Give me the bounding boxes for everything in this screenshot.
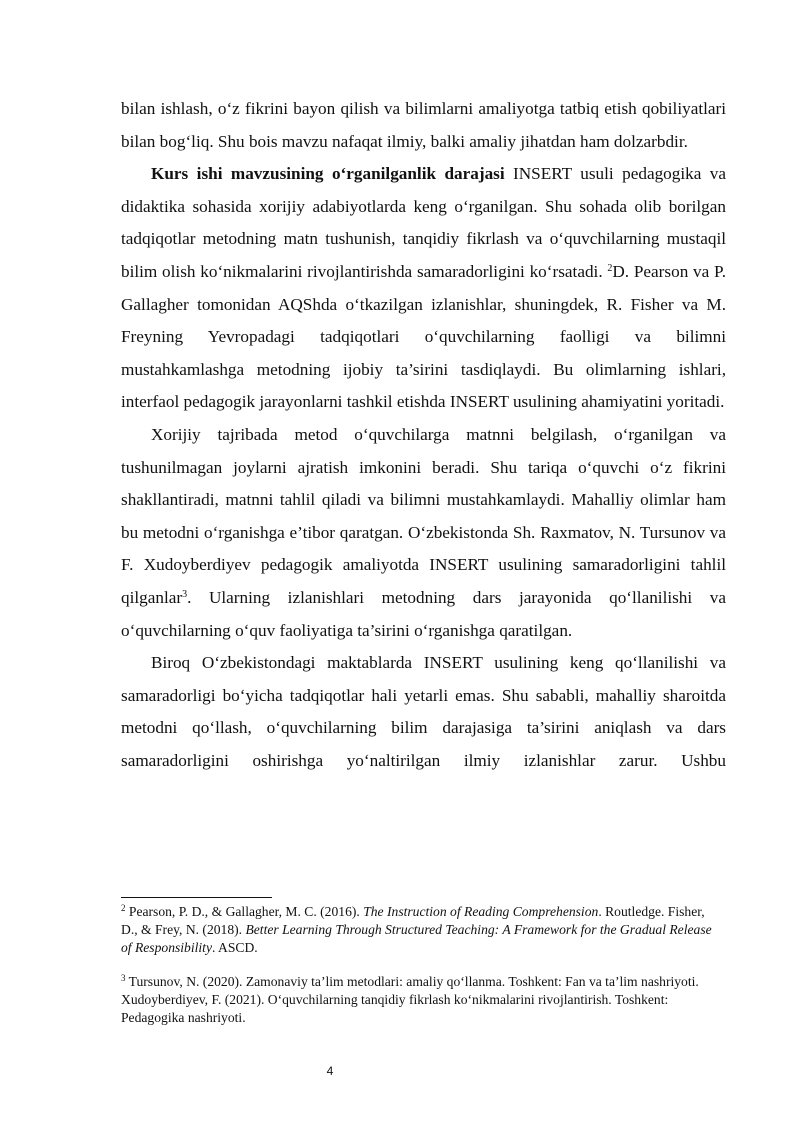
- footnote-2: [121, 903, 721, 957]
- footnote-book-title: The Instruction of Reading Comprehension: [363, 904, 599, 919]
- section-heading-inline: Kurs ishi mavzusining o‘rganilganlik darajasi: [151, 164, 505, 184]
- main-text: [121, 93, 726, 777]
- footnote-text: Tursunov, N. (2020). Zamonaviy ta’lim metodlari: amaliy qo‘llanma. Toshkent: Fan va ta’lim nashriyoti. Xudoyberdiyev, F. (2021). O‘quvchilarning tanqidiy fikrlash ko‘nikmalarini rivojlantirish. Toshkent: Pedagogika nashriyoti.: [121, 974, 699, 1025]
- footnote-book-title: Better Learning Through Structured Teaching: A Framework for the Gradual Release of Responsibility: [121, 922, 712, 955]
- paragraph-foreign-experience: [121, 419, 726, 647]
- paragraph-text: Xorijiy tajribada metod o‘quvchilarga matnni belgilash, o‘rganilgan va tushunilmagan joylarni ajratish imkonini beradi. Shu tariqa o‘quvchi o‘z fikrini shakllantiradi, matnni tahlil qiladi va bilimni mustahkamlaydi. Mahalliy olimlar ham bu metodni o‘rganishga e’tibor qaratgan. O‘zbekistonda Sh. Raxmatov, N. Tursunov va F. Xudoyberdiyev pedagogik amaliyotda INSERT usulining samaradorligini tahlil qilganlar: [121, 424, 726, 607]
- paragraph-text: D. Pearson va P. Gallagher tomonidan AQShda o‘tkazilgan izlanishlar, shuningdek, R. Fisher va M. Freyning Yevropadagi tadqiqotlari o‘quvchilarning faolligi va bilimni mustahkamlashga metodning ijobiy ta’sirini tasdiqlaydi. Bu olimlarning ishlari, interfaol pedagogik jarayonlarni tashkil etishda INSERT usulining ahamiyatini yoritadi.: [121, 261, 726, 412]
- footnote-text: . Routledge. Fisher, D., & Frey, N. (2018).: [121, 904, 705, 937]
- footnote-marker: 2: [121, 903, 126, 913]
- page-number: 4: [326, 1064, 334, 1078]
- footnote-separator: [121, 897, 272, 898]
- footnote-ref-3[interactable]: 3: [182, 588, 188, 600]
- footnote-marker: 3: [121, 973, 126, 983]
- footnote-text: . ASCD.: [212, 940, 258, 955]
- paragraph-research-level: [121, 158, 726, 419]
- paragraph-text: . Ularning izlanishlari metodning dars jarayonida qo‘llanilishi va o‘quvchilarning o‘quv faoliyatiga ta’sirini o‘rganishga qaratilgan.: [121, 587, 726, 640]
- footnote-ref-2[interactable]: 2: [607, 262, 613, 274]
- paragraph-continuation: bilan ishlash, o‘z fikrini bayon qilish va bilimlarni amaliyotga tatbiq etish qobiliyatlari bilan bog‘liq. Shu bois mavzu nafaqat ilmiy, balki amaliy jihatdan ham dolzarbdir.: [121, 99, 726, 151]
- footnote-text: Pearson, P. D., & Gallagher, M. C. (2016).: [125, 904, 364, 919]
- footnote-3: [121, 973, 721, 1027]
- paragraph-text: INSERT usuli pedagogika va didaktika sohasida xorijiy adabiyotlarda keng o‘rganilgan. Shu sohada olib borilgan tadqiqotlar metodning matn tushunish, tanqidiy fikrlash va o‘quvchilarning mustaqil bilim olish ko‘nikmalarini rivojlantirishda samaradorligini ko‘rsatadi.: [121, 164, 726, 281]
- paragraph-local-research: Biroq O‘zbekistondagi maktablarda INSERT usulining keng qo‘llanilishi va samaradorligi bo‘yicha tadqiqotlar hali yetarli emas. Shu sababli, mahalliy sharoitda metodni qo‘llash, o‘quvchilarning bilim darajasiga ta’sirini aniqlash va dars samaradorligini oshirishga yo‘naltirilgan ilmiy izlanishlar zarur. Ushbu: [121, 653, 726, 770]
- footnotes: [121, 903, 721, 1027]
